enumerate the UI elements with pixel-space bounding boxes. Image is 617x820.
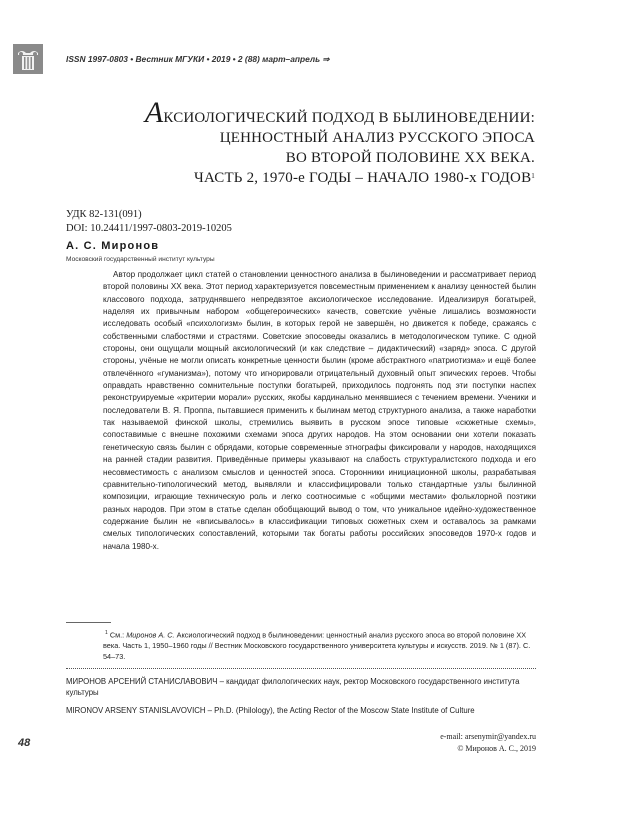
copyright: © Миронов А. С., 2019 — [457, 744, 536, 753]
page-number: 48 — [18, 737, 31, 749]
udc-code: УДК 82-131(091) — [66, 209, 142, 220]
footnote-divider — [66, 622, 111, 623]
author-email: e-mail: arsenymir@yandex.ru — [440, 732, 536, 741]
title-line-4: ЧАСТЬ 2, 1970-е ГОДЫ – НАЧАЛО 1980-х ГОДОВ$^1$ — [194, 170, 535, 186]
column-capital-icon — [13, 44, 43, 74]
abstract: Автор продолжает цикл статей о становлении ценностного анализа в былиноведении и рассматривает период второй половины XX века. Этот период характеризуется повсеместным применением к анализу ценностей былин классового подхода, затруднявшего непредвзятое аксиологическое исследование. Идеализируя богатырей, наделяя их привычным набором «общегероических» качеств, советские учёные лишались возможности исследовать особый «психологизм» былин, в которых герой не завершён, но движется к победе, сражаясь с собственными слабостями и страстями. Советские эпосоведы оказались в методологическом тупике. С одной стороны, они ощущали мощный аксиологический (и как следствие – дидактический) «заряд» эпоса. С другой стороны, учёные не могли описать конкретные ценности былин (кроме абстрактного «патриотизма» и ещё более отвлечённого «гуманизма»), потому что игнорировали отрицательный духовный опыт эпических героев. Чтобы оправдать нравственно сомнительные поступки богатырей, приходилось подгонять под эти поступки наспех реконструируемые «критерии морали» русских, якобы кардинально менявшиеся с течением времени. Ученики и последователи В. Я. Проппа, пытавшиеся применить к былинам метод структурного анализа, а также наработки так называемой финской школы, стремились выявить в русском эпосе типовые «сюжетные схемы», сопоставимые с внешне похожими схемами эпоса других народов. На этом основании они хотели показать генетическую связь былин с обрядами, которые современные этнографы фиксировали у народов, находящихся на ранней стадии развития. Приведённые примеры указывают на слабость структуралистского подхода и его несовместимость с анализом смыслов и ценностей эпоса. Сторонники инициационной школы, разрабатывая сравнительно-типологический метод, выявляли и классифицировали только стандартные узлы былинной композиции, играющие техническую роль и легко соотносимые с «общими местами» фольклорной поэтики разных народов. При этом в статье сделан обобщающий вывод о том, что уникальное идейно-художественное содержание былин не «вписывалось» в классификации типовых сюжетных схем и оставалось за рамками смелых типологических сопоставлений, которыми так богаты работы российских эпосоведов 1970-х годов и начала 1980-х. — [103, 270, 536, 551]
running-head: ISSN 1997-0803 • Вестник МГУКИ • 2019 • 2 (88) март–апрель ⇒ — [66, 54, 330, 64]
title-line-1: АКСИОЛОГИЧЕСКИЙ ПОДХОД В БЫЛИНОВЕДЕНИИ: — [144, 96, 535, 129]
footnote-author: Миронов А. С. — [126, 630, 175, 640]
author-info-ru: МИРОНОВ АРСЕНИЙ СТАНИСЛАВОВИЧ – кандидат филологических наук, ректор Московского государственного института культуры — [66, 677, 520, 698]
contact-block — [440, 731, 536, 755]
udc-doi-block — [66, 208, 232, 236]
doi: DOI: 10.24411/1997-0803-2019-10205 — [66, 223, 232, 234]
footnote: $^1$ См.: Миронов А. С. Аксиологический подход в былиноведении: ценностный анализ русского эпоса во второй половине XX века. Часть 1, 1950–1960 годы // Вестник Московского государственного университета культуры и искусств. 2019. № 1 (87). С. 54–73. — [103, 630, 531, 661]
author-info-en: MIRONOV ARSENY STANISLAVOVICH – Ph.D. (Philology), the Acting Rector of the Moscow State Institute of Culture — [66, 706, 475, 715]
author-affiliation: Московский государственный институт культуры — [66, 256, 215, 263]
footnote-text: Аксиологический подход в былиноведении: ценностный анализ русского эпоса во второй половине XX века. Часть 1, 1950–1960 годы // Вестник Московского государственного университета культуры и искусств. 2019. № 1 (87). С. 54–73. — [103, 630, 531, 661]
title-initial: А — [144, 96, 164, 129]
title-line-3: ВО ВТОРОЙ ПОЛОВИНЕ XX ВЕКА. — [285, 150, 535, 166]
dotted-divider — [66, 668, 536, 669]
title-line-2: ЦЕННОСТНЫЙ АНАЛИЗ РУССКОГО ЭПОСА — [219, 130, 535, 146]
footnote-mark: 1 — [105, 630, 108, 636]
author-name: А. С. Миронов — [66, 240, 160, 252]
title-footnote-mark: 1 — [531, 172, 535, 180]
article-title — [144, 96, 535, 188]
